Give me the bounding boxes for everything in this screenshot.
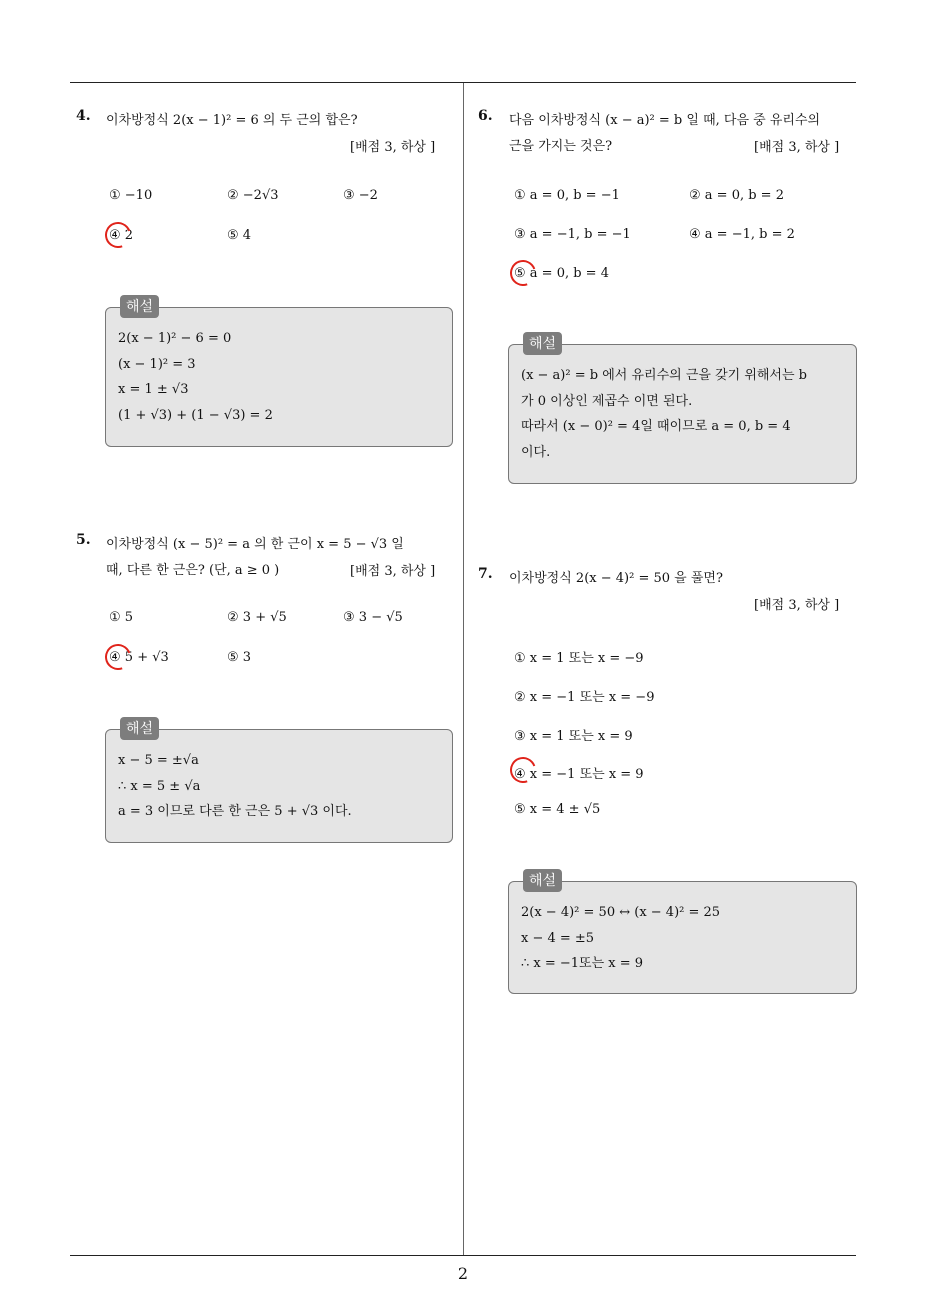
solution-line: 2(x − 1)² − 6 = 0: [118, 331, 232, 346]
choice-2[interactable]: ② x = −1 또는 x = −9: [514, 690, 655, 705]
solution-line: a = 3 이므로 다른 한 근은 5 + √3 이다.: [118, 804, 352, 819]
solution-box: [508, 873, 857, 994]
solution-line: x − 4 = ±5: [521, 930, 595, 946]
solution-line: (x − 1)² = 3: [118, 356, 196, 372]
solution-line: 이다.: [521, 444, 551, 460]
choice-5[interactable]: ⑤ x = 4 ± √5: [514, 802, 601, 817]
choice-1[interactable]: ① −10: [109, 188, 153, 203]
choice-5[interactable]: ⑤ 3: [227, 650, 252, 665]
answer-mark: [101, 218, 136, 253]
choice-4[interactable]: ④ 2: [109, 228, 134, 243]
solution-text: [521, 363, 807, 465]
solution-text: [118, 326, 273, 428]
solution-label: 해설: [523, 869, 562, 892]
solution-label: 해설: [523, 332, 562, 355]
problem-number: 7.: [478, 566, 493, 582]
solution-line: ∴ x = 5 ± √a: [118, 778, 201, 794]
choice-3[interactable]: ③ x = 1 또는 x = 9: [514, 729, 633, 744]
solution-line: (x − a)² = b 에서 유리수의 근을 갖기 위해서는 b: [521, 368, 808, 383]
solution-line: x = 1 ± √3: [118, 382, 189, 397]
choice-3[interactable]: ③ 3 − √5: [343, 610, 403, 625]
choice-3[interactable]: ③ −2: [343, 188, 378, 203]
choice-1[interactable]: ① 5: [109, 610, 134, 625]
choice-5[interactable]: ⑤ a = 0, b = 4: [514, 266, 609, 281]
solution-text: [118, 748, 352, 825]
choice-4[interactable]: ④ 5 + √3: [109, 650, 169, 665]
solution-line: ∴ x = −1또는 x = 9: [521, 956, 644, 971]
problem-number: 5.: [76, 532, 91, 548]
score-tag: [배점 3, 하상 ]: [754, 598, 840, 613]
page-number: 2: [457, 1264, 469, 1283]
bottom-rule: [70, 1255, 856, 1256]
problem-text-line2: 때, 다른 한 근은? (단, a ≥ 0 ): [106, 563, 280, 578]
solution-line: x − 5 = ±√a: [118, 753, 199, 768]
choice-2[interactable]: ② −2√3: [227, 188, 279, 203]
choice-4[interactable]: ④ x = −1 또는 x = 9: [514, 767, 644, 782]
solution-box: [105, 721, 453, 843]
solution-line: 가 0 이상인 제곱수 이면 된다.: [521, 393, 693, 409]
answer-mark: [506, 256, 541, 291]
solution-line: 따라서 (x − 0)² = 4일 때이므로 a = 0, b = 4: [521, 419, 791, 434]
solution-label: 해설: [120, 717, 159, 740]
choice-2[interactable]: ② 3 + √5: [227, 610, 287, 625]
score-tag: [배점 3, 하상 ]: [350, 140, 436, 155]
choice-1[interactable]: ① a = 0, b = −1: [514, 188, 620, 203]
solution-text: [521, 900, 720, 977]
problem-number: 6.: [478, 108, 493, 124]
solution-label: 해설: [120, 295, 159, 318]
problem-text-line2: 근을 가지는 것은?: [509, 139, 613, 154]
choice-2[interactable]: ② a = 0, b = 2: [689, 188, 784, 203]
score-tag: [배점 3, 하상 ]: [350, 564, 436, 579]
column-divider: [463, 83, 464, 1255]
problem-text: 다음 이차방정식 (x − a)² = b 일 때, 다음 중 유리수의: [509, 113, 821, 128]
answer-mark: [506, 753, 541, 788]
score-tag: [배점 3, 하상 ]: [754, 140, 840, 155]
choice-3[interactable]: ③ a = −1, b = −1: [514, 227, 631, 242]
answer-mark: [101, 640, 136, 675]
solution-line: (1 + √3) + (1 − √3) = 2: [118, 407, 273, 423]
problem-text: 이차방정식 2(x − 1)² = 6 의 두 근의 합은?: [106, 113, 358, 128]
choice-1[interactable]: ① x = 1 또는 x = −9: [514, 651, 644, 666]
choice-4[interactable]: ④ a = −1, b = 2: [689, 227, 795, 242]
problem-number: 4.: [76, 108, 91, 124]
solution-line: 2(x − 4)² = 50 ↔ (x − 4)² = 25: [521, 905, 721, 920]
solution-box: [508, 336, 857, 484]
choice-5[interactable]: ⑤ 4: [227, 228, 252, 243]
problem-text: 이차방정식 2(x − 4)² = 50 을 풀면?: [509, 571, 723, 586]
problem-text: 이차방정식 (x − 5)² = a 의 한 근이 x = 5 − √3 일: [106, 537, 404, 552]
solution-box: [105, 299, 453, 447]
